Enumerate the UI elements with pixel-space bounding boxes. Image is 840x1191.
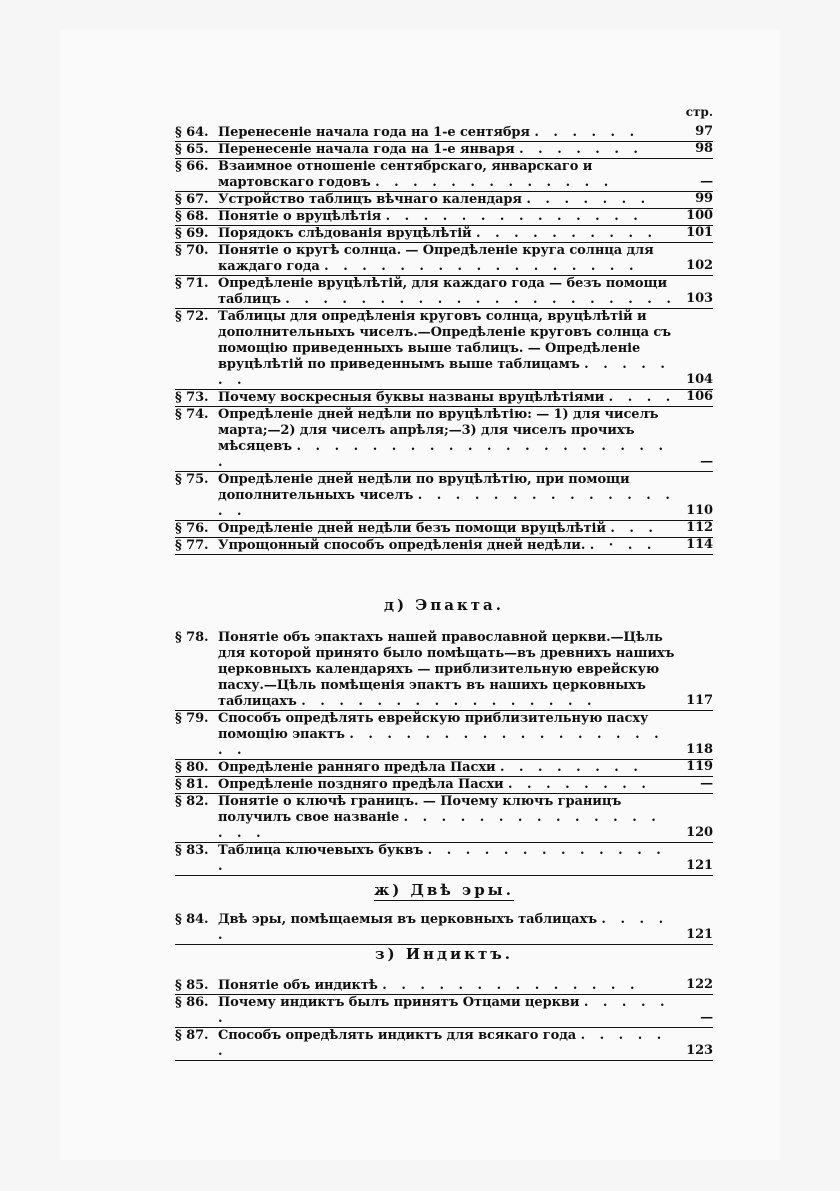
leader-dots: . . . . — [608, 390, 676, 405]
entry-title: Перенесеніе начала года на 1-е сентября — [218, 125, 530, 140]
toc-entry-body — [175, 630, 713, 710]
entry-title: Почему индиктъ былъ принятъ Отцами церкви — [218, 995, 580, 1010]
toc-entry-body — [175, 243, 713, 275]
toc-entry — [175, 978, 713, 995]
toc-entry-body — [175, 209, 713, 225]
toc-entry-body — [175, 843, 713, 875]
toc-group-1 — [175, 105, 713, 555]
toc-entry — [175, 472, 713, 521]
leader-dots: . . . . . . . . . . . . . . . . . . . . . — [285, 292, 676, 307]
section-number: § 79. — [175, 711, 209, 726]
page-number: 97 — [695, 124, 713, 139]
section-number: § 68. — [175, 209, 209, 224]
leader-dots: . . . — [610, 521, 658, 536]
section-number: § 78. — [175, 630, 209, 645]
page-number: 117 — [686, 693, 713, 708]
toc-entry — [175, 226, 713, 243]
page-number: 122 — [686, 977, 713, 992]
entry-title: Таблица ключевыхъ буквъ — [218, 843, 424, 858]
page-number: 112 — [686, 520, 713, 535]
toc-entry-body — [175, 472, 713, 520]
entry-title: Двѣ эры, помѣщаемыя въ церковныхъ таблицахъ — [218, 912, 597, 927]
page-number: 119 — [686, 759, 713, 774]
leader-dots: . . . . . . . — [218, 357, 670, 388]
entry-title: Таблицы для опредѣленія круговъ солнца, вруцѣлѣтій и дополнительныхъ чиселъ.—Опредѣленіе круговъ солнца съ помощію приведенныхъ выше таблицъ. — Опредѣленіе вруцѣлѣтій по приведеннымъ выше таблицамъ — [218, 309, 672, 372]
leader-dots: . . . . . . . . . . . . . . — [382, 978, 640, 993]
leader-dots: . . . . . . . . . . . . . . — [385, 209, 643, 224]
section-number: § 82. — [175, 794, 209, 809]
toc-entry — [175, 995, 713, 1028]
toc-group-4 — [175, 978, 713, 1061]
toc-entry-body — [175, 978, 713, 994]
entry-title: Понятіе объ индиктѣ — [218, 978, 378, 993]
page-number: 100 — [686, 208, 713, 223]
toc-entry — [175, 538, 713, 555]
section-number: § 80. — [175, 760, 209, 775]
toc-entry — [175, 912, 713, 945]
section-title: ж) Двѣ эры. — [374, 881, 514, 899]
page-number: 106 — [686, 389, 713, 404]
toc-entry-body — [175, 912, 713, 944]
section-number: § 65. — [175, 142, 209, 157]
toc-group-3 — [175, 912, 713, 945]
toc-group-2 — [175, 630, 713, 876]
page-number: 104 — [686, 372, 713, 387]
toc-entry — [175, 209, 713, 226]
page-number: 123 — [686, 1043, 713, 1058]
entry-title: Опредѣленіе вруцѣлѣтій, для каждаго года — безъ помощи таблицъ — [218, 276, 667, 307]
entry-title: Понятіе объ эпактахъ нашей православной церкви.—Цѣль для которой принято было помѣщать—въ древнихъ нашихъ церковныхъ календаряхъ — приблизительную еврейскую пасху.—Цѣль помѣщенія эпактъ въ нашихъ церковныхъ таблицахъ — [218, 630, 675, 709]
section-heading-epakta — [175, 596, 713, 614]
section-number: § 85. — [175, 978, 209, 993]
page-number: 121 — [686, 927, 713, 942]
section-number: § 69. — [175, 226, 209, 241]
entry-title: Опредѣленіе дней недѣли по вруцѣлѣтію: — 1) для чиселъ марта;—2) для чиселъ апрѣля;—3) для чиселъ прочихъ мѣсяцевъ — [218, 407, 659, 454]
toc-entry-body — [175, 995, 713, 1027]
entry-title: Понятіе о ключѣ границъ. — Почему ключъ границъ получилъ свое названіе — [218, 794, 622, 825]
section-number: § 71. — [175, 276, 209, 291]
section-title: д) Эпакта. — [383, 596, 504, 614]
section-number: § 72. — [175, 309, 209, 324]
toc-entry — [175, 243, 713, 276]
toc-entry-body — [175, 521, 713, 537]
toc-entry — [175, 309, 713, 390]
entry-title: Способъ опредѣлять еврейскую приблизительную пасху помощію эпактъ — [218, 711, 649, 742]
leader-dots: . . . . . . . . . . . . . . . . . — [218, 810, 661, 841]
entry-title: Опредѣленіе поздняго предѣла Пасхи — [218, 777, 504, 792]
toc-entry-body — [175, 407, 713, 471]
toc-entry — [175, 407, 713, 472]
toc-entry — [175, 192, 713, 209]
entry-title: Устройство таблицъ вѣчнаго календаря — [218, 192, 522, 207]
toc-entry — [175, 843, 713, 876]
page-number: 118 — [686, 742, 713, 757]
leader-dots: . . . . . . . — [526, 192, 651, 207]
section-number: § 83. — [175, 843, 209, 858]
toc-entry — [175, 276, 713, 309]
toc-entry — [175, 142, 713, 159]
entry-title: Понятіе о кругѣ солнца. — Опредѣленіе круга солнца для каждаго года — [218, 243, 654, 274]
toc-entry-body — [175, 276, 713, 308]
entry-title: Взаимное отношеніе сентябрскаго, январскаго и мартовскаго годовъ — [218, 159, 593, 190]
toc-entry-body — [175, 309, 713, 389]
leader-dots: . . . . . . — [218, 1028, 667, 1059]
toc-entry-body — [175, 142, 713, 158]
leader-dots: . . . . . . . . . . . . . . . . . . . — [218, 727, 664, 758]
section-number: § 84. — [175, 912, 209, 927]
toc-entry-body — [175, 538, 713, 554]
toc-entry-body — [175, 794, 713, 842]
section-heading-two-eras — [175, 881, 713, 899]
toc-entry-body — [175, 390, 713, 406]
page-number: 102 — [686, 258, 713, 273]
leader-dots: . . . . . . . . — [507, 777, 651, 792]
page-number: 121 — [686, 858, 713, 873]
page-number: — — [700, 776, 713, 791]
page-number: 114 — [686, 537, 713, 552]
section-number: § 70. — [175, 243, 209, 258]
toc-entry-body — [175, 711, 713, 759]
page-number: 101 — [686, 225, 713, 240]
toc-entry-body — [175, 159, 713, 191]
page-number: — — [700, 454, 713, 469]
page-number: — — [700, 1010, 713, 1025]
section-number: § 67. — [175, 192, 209, 207]
entry-title: Опредѣленіе ранняго предѣла Пасхи — [218, 760, 496, 775]
entry-title: Порядокъ слѣдованія вруцѣлѣтій — [218, 226, 472, 241]
toc-entry-body — [175, 1028, 713, 1060]
leader-dots: . . . . . . . . . . . . . — [375, 175, 614, 190]
page-number: 120 — [686, 825, 713, 840]
entry-title: Перенесеніе начала года на 1-е января — [218, 142, 515, 157]
section-number: § 87. — [175, 1028, 209, 1043]
toc-entry — [175, 521, 713, 538]
section-number: § 77. — [175, 538, 209, 553]
entry-title: Способъ опредѣлять индиктъ для всякаго года — [218, 1028, 577, 1043]
toc-entry — [175, 794, 713, 843]
page-number: 98 — [695, 141, 713, 156]
section-number: § 73. — [175, 390, 209, 405]
section-title: з) Индиктъ. — [374, 945, 514, 963]
page-number: 110 — [686, 503, 713, 518]
toc-entry — [175, 125, 713, 142]
page-number: 103 — [686, 291, 713, 306]
toc-entry — [175, 777, 713, 794]
toc-entry — [175, 711, 713, 760]
section-heading-indikt — [175, 945, 713, 963]
leader-dots: . . . . . — [218, 912, 669, 943]
leader-dots: . . . . . . . . . . — [476, 226, 658, 241]
section-number: § 64. — [175, 125, 209, 140]
toc-entry — [175, 159, 713, 192]
toc-entry — [175, 390, 713, 407]
entry-title: Упрощонный способъ опредѣленія дней недѣли. — [218, 538, 586, 553]
leader-dots: . . . . . . . . — [499, 760, 643, 775]
toc-entry — [175, 1028, 713, 1061]
leader-dots: . . . . . . . . . . . . . . . . — [301, 694, 597, 709]
page-column-header: стр. — [685, 105, 713, 119]
page-number: — — [700, 174, 713, 189]
leader-dots: . . . . . . . . . . . . . . . . — [218, 488, 675, 519]
entry-title: Почему воскресныя буквы названы вруцѣлѣтіями — [218, 390, 605, 405]
section-number: § 76. — [175, 521, 209, 536]
toc-entry — [175, 630, 713, 711]
leader-dots: . . . . . . . . . . . . . . — [218, 843, 666, 874]
toc-entry-body — [175, 192, 713, 208]
section-number: § 75. — [175, 472, 209, 487]
toc-entry-body — [175, 760, 713, 776]
toc-entry — [175, 760, 713, 777]
leader-dots: . . . . . . — [218, 995, 670, 1026]
section-number: § 81. — [175, 777, 209, 792]
leader-dots: . . . . . . . . . . . . . . . . . . . . . — [218, 439, 668, 470]
section-number: § 66. — [175, 159, 209, 174]
section-number: § 86. — [175, 995, 209, 1010]
section-number: § 74. — [175, 407, 209, 422]
leader-dots: . . . . . . — [534, 125, 640, 140]
leader-dots: . . . . . . . — [519, 142, 643, 157]
entry-title: Опредѣленіе дней недѣли по вруцѣлѣтію, при помощи дополнительныхъ чиселъ — [218, 472, 630, 503]
entry-title: Опредѣленіе дней недѣли безъ помощи вруцѣлѣтій — [218, 521, 606, 536]
page-number: 99 — [695, 191, 713, 206]
toc-entry-body — [175, 226, 713, 242]
toc-entry-body — [175, 777, 713, 793]
leader-dots: . . . . . . . . . . . . . . . . . — [324, 259, 639, 274]
leader-dots: . · . . — [589, 538, 657, 553]
toc-entry-body — [175, 125, 713, 141]
entry-title: Понятіе о вруцѣлѣтія — [218, 209, 382, 224]
